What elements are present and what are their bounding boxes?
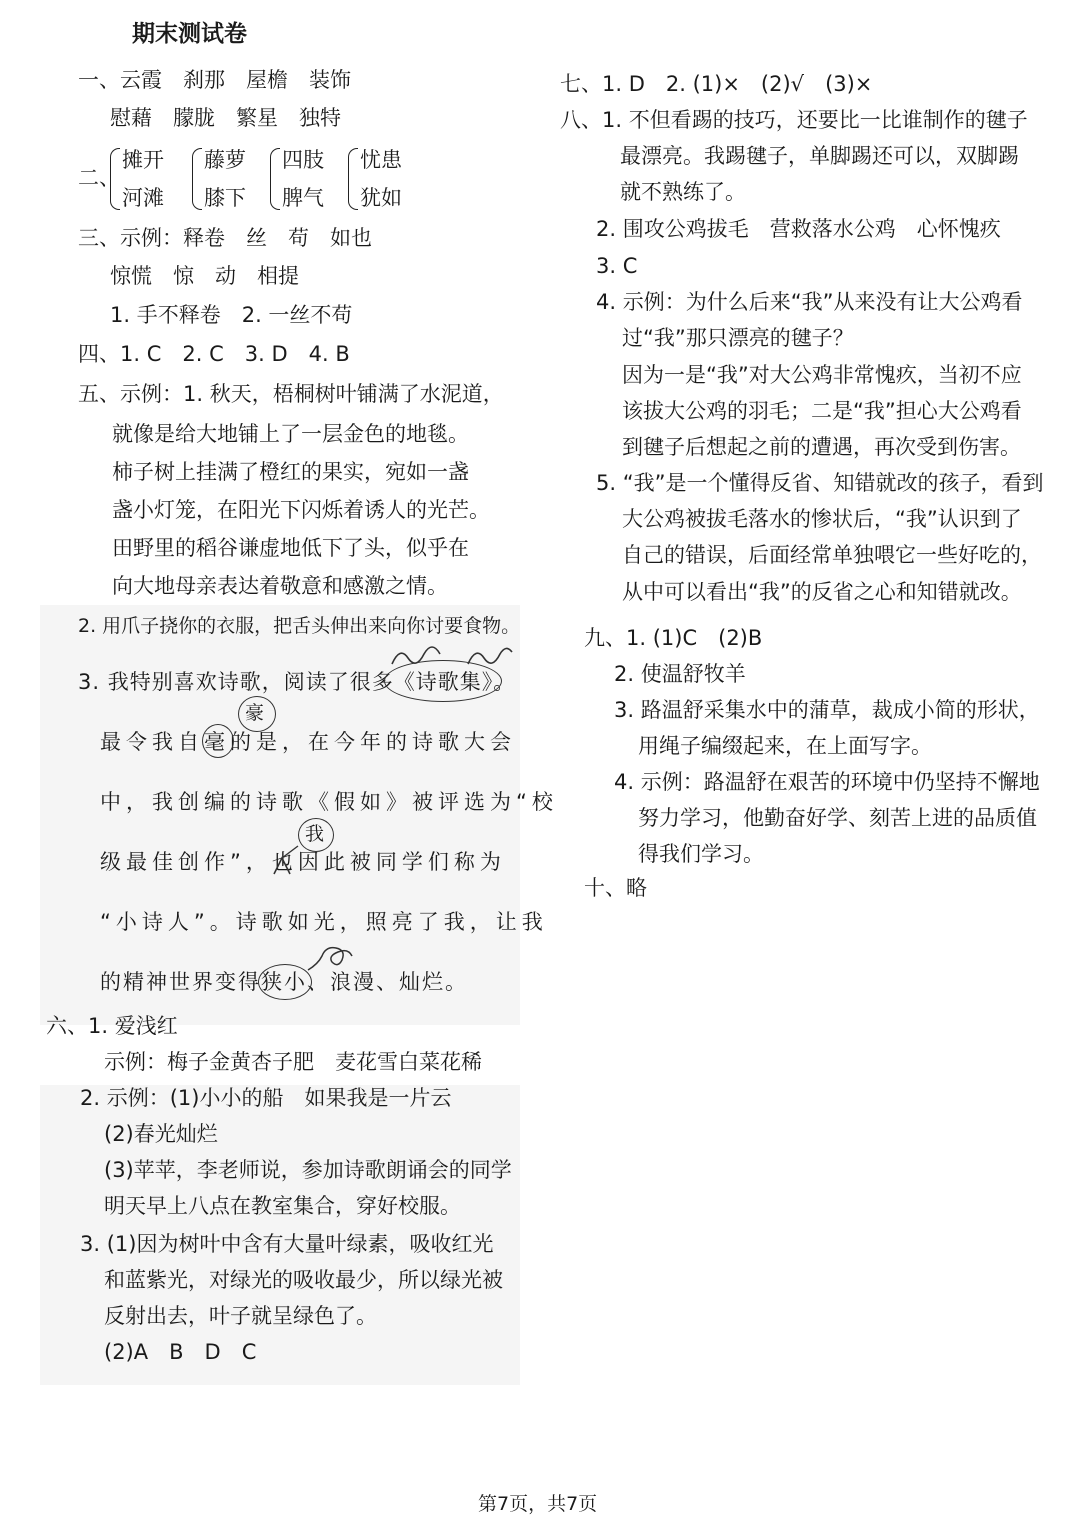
answer-q5-line: 田野里的稻谷谦虚地低下了头，似乎在 [112, 536, 469, 560]
brace-icon [270, 148, 280, 210]
answer-q2-word: 脾气 [282, 186, 324, 210]
answer-q9-line: 得我们学习。 [638, 842, 764, 866]
answer-q8-line: 自己的错误，后面经常单独喂它一些好吃的， [622, 543, 1042, 567]
answer-q3-line2: 惊慌 惊 动 相提 [110, 264, 299, 288]
answer-q6-line: 示例：梅子金黄杏子肥 麦花雪白菜花稀 [104, 1050, 482, 1074]
answer-q9-line: 努力学习，他勤奋好学、刻苦上进的品质值 [638, 806, 1037, 830]
answer-q6-line: 六、1. 爱浅红 [46, 1014, 178, 1038]
page-footer: 第7页，共7页 [478, 1493, 598, 1515]
answer-q1-line2: 慰藉 朦胧 繁星 独特 [110, 106, 341, 130]
answer-q8-line: 从中可以看出“我”的反省之心和知错就改。 [622, 580, 1022, 604]
answer-q6-line: 3. (1)因为树叶中含有大量叶绿素，吸收红光 [80, 1232, 494, 1256]
answer-q5-line: 盏小灯笼，在阳光下闪烁着诱人的光芒。 [112, 498, 490, 522]
answer-q2-word: 膝下 [204, 186, 246, 210]
answer-q2-label: 二、 [78, 166, 120, 190]
handwritten-line: 中，我创编的诗歌《假如》被评选为“校 [100, 790, 558, 814]
answer-q2-word: 藤萝 [204, 148, 246, 172]
answer-q8-line: 2. 围攻公鸡拔毛 营救落水公鸡 心怀愧疚 [596, 217, 1001, 241]
answer-q3-line3: 1. 手不释卷 2. 一丝不苟 [110, 303, 353, 327]
answer-q6-line: (2)A B D C [104, 1340, 257, 1364]
handwritten-line: 级最佳创作”，也因此被同学们称为 [100, 850, 506, 874]
answer-q8-line: 大公鸡被拔毛落水的惨状后，“我”认识到了 [622, 507, 1022, 531]
answer-q7: 七、1. D 2. (1)× (2)√ (3)× [560, 72, 873, 96]
answer-q9-line: 4. 示例：路温舒在艰苦的环境中仍坚持不懈地 [614, 770, 1040, 794]
answer-q5-line: 就像是给大地铺上了一层金色的地毯。 [112, 422, 469, 446]
brace-icon [192, 148, 202, 210]
answer-q8-line: 4. 示例：为什么后来“我”从来没有让大公鸡看 [596, 290, 1023, 314]
answer-q5-line: 向大地母亲表达着敬意和感激之情。 [112, 574, 448, 598]
answer-q9-line: 3. 路温舒采集水中的蒲草，裁成小简的形状， [614, 698, 1040, 722]
answer-q9-line: 九、1. (1)C (2)B [584, 626, 763, 650]
answer-q6-line: 2. 示例：(1)小小的船 如果我是一片云 [80, 1086, 452, 1110]
correction-character: 我 [305, 823, 325, 845]
answer-q2-word: 摊开 [122, 148, 164, 172]
answer-q8-line: 该拔大公鸡的羽毛；二是“我”担心大公鸡看 [622, 399, 1022, 423]
correction-circle [258, 964, 312, 1000]
insertion-caret-icon [270, 840, 310, 880]
handwritten-line: 的精神世界变得狭小、浪漫、灿烂。 [100, 970, 468, 994]
answer-q6-line: 明天早上八点在教室集合，穿好校服。 [104, 1194, 461, 1218]
answer-q6-line: (2)春光灿烂 [104, 1122, 218, 1146]
correction-circle [202, 724, 234, 758]
answer-q6-line: 和蓝紫光，对绿光的吸收最少，所以绿光被 [104, 1268, 503, 1292]
answer-q8-line: 到毽子后想起之前的遭遇，再次受到伤害。 [622, 435, 1021, 459]
answer-q8-line: 3. C [596, 254, 638, 278]
page-title: 期末测试卷 [132, 21, 247, 47]
answer-q8-line: 八、1. 不但看踢的技巧，还要比一比谁制作的毽子 [560, 108, 1028, 132]
handwritten-line: 3. 我特别喜欢诗歌，阅读了很多《诗歌集》。 [78, 670, 516, 694]
answer-q2-word: 忧患 [360, 148, 402, 172]
answer-q8-line: 因为一是“我”对大公鸡非常愧疚，当初不应 [622, 363, 1022, 387]
answer-q8-line: 5. “我”是一个懂得反省、知错就改的孩子，看到 [596, 471, 1044, 495]
handwritten-line: “小诗人”。诗歌如光，照亮了我，让我 [100, 910, 548, 934]
correction-squiggle-icon [306, 944, 366, 974]
correction-character: 豪 [245, 702, 265, 724]
answer-q5-line: 五、示例：1. 秋天，梧桐树叶铺满了水泥道， [78, 382, 504, 406]
answer-q8-line: 就不熟练了。 [620, 180, 746, 204]
answer-q8-line: 最漂亮。我踢毽子，单脚踢还可以，双脚踢 [620, 144, 1019, 168]
answer-q6-line: (3)苹苹，李老师说，参加诗歌朗诵会的同学 [104, 1158, 512, 1182]
answer-q9-line: 用绳子编缀起来，在上面写字。 [638, 734, 932, 758]
correction-squiggle-icon [388, 642, 518, 668]
answer-q8-line: 过“我”那只漂亮的毽子？ [622, 326, 854, 350]
answer-q6-line: 反射出去，叶子就呈绿色了。 [104, 1304, 377, 1328]
answer-q4: 四、1. C 2. C 3. D 4. B [78, 342, 350, 366]
brace-icon [348, 148, 358, 210]
answer-q5-line: 柿子树上挂满了橙红的果实，宛如一盏 [112, 460, 469, 484]
answer-q1-line1: 一、云霞 刹那 屋檐 装饰 [78, 68, 351, 92]
answer-q2-word: 犹如 [360, 186, 402, 210]
answer-q9-line: 2. 使温舒牧羊 [614, 662, 746, 686]
brace-icon [110, 148, 120, 210]
handwritten-line: 最令我自毫的是，在今年的诗歌大会 [100, 730, 516, 754]
answer-q2-word: 河滩 [122, 186, 164, 210]
answer-q5-2: 2. 用爪子挠你的衣服，把舌头伸出来向你讨要食物。 [78, 615, 521, 637]
answer-q3-line1: 三、示例：释卷 丝 苟 如也 [78, 226, 372, 250]
answer-q2-word: 四肢 [282, 148, 324, 172]
answer-q10: 十、略 [584, 876, 647, 900]
